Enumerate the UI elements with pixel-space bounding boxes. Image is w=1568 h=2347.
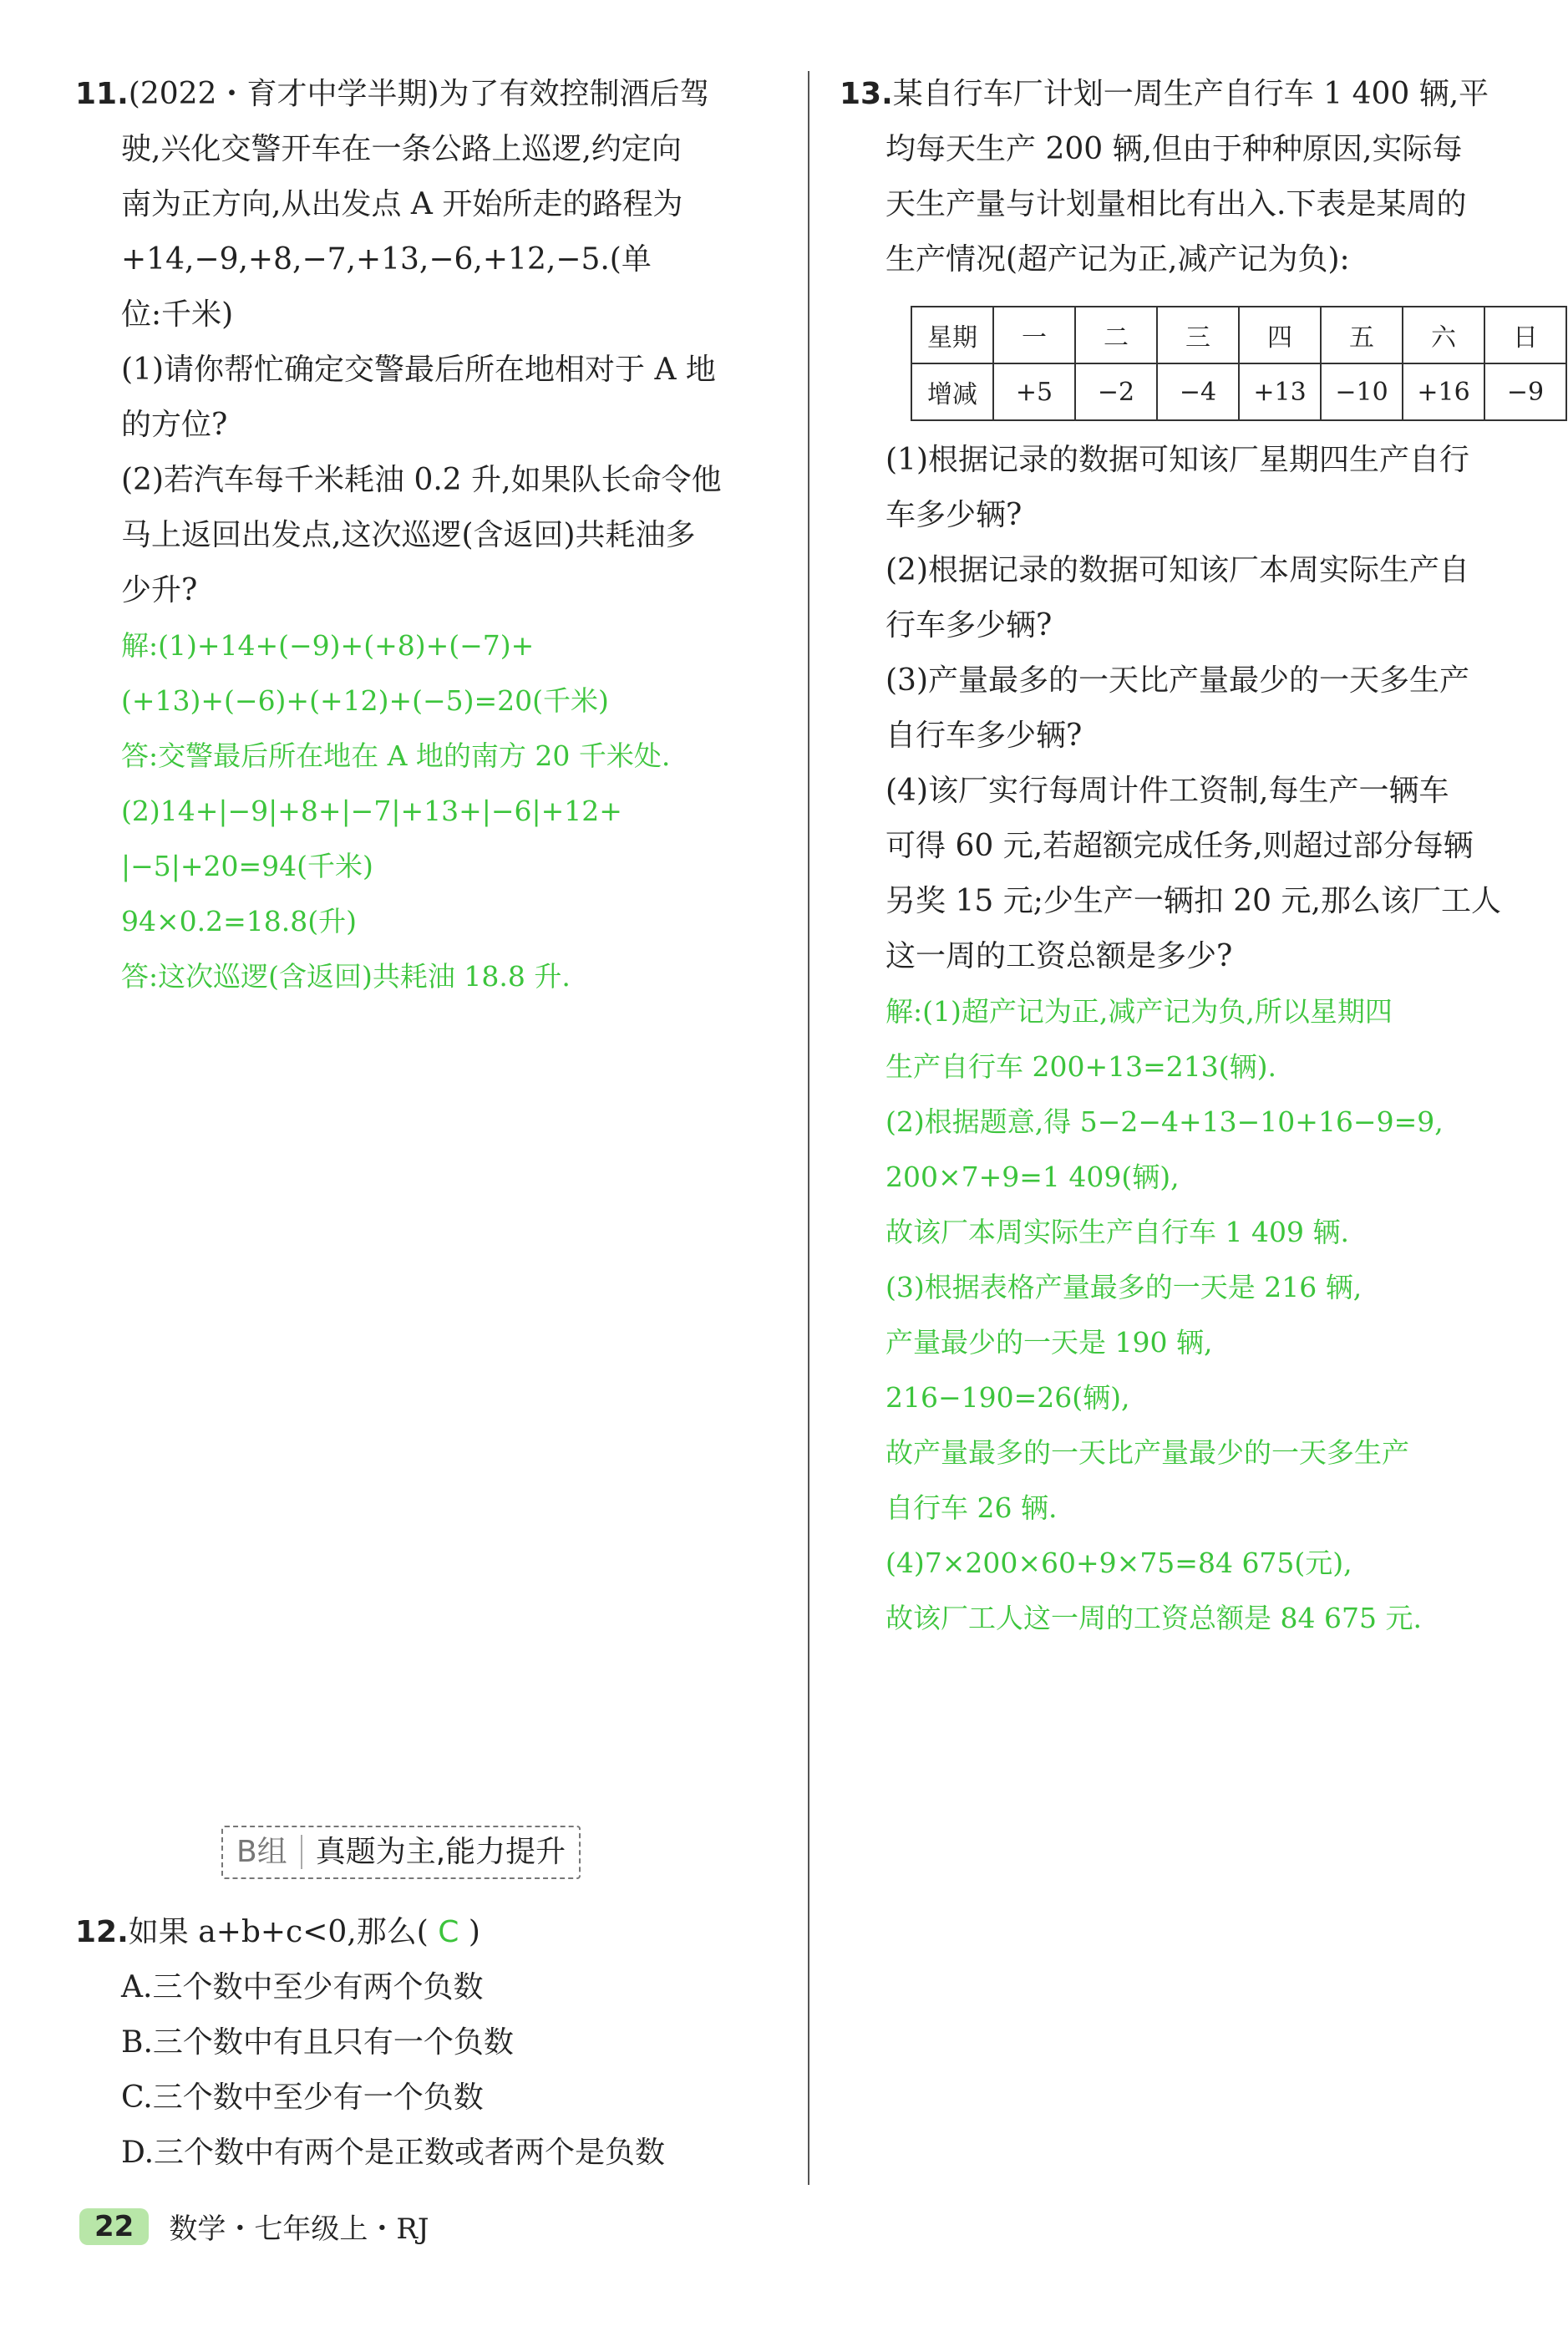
q11-line-4: 位:千米): [121, 297, 234, 332]
q11-line-2: 南为正方向,从出发点 A 开始所走的路程为: [121, 187, 683, 221]
q13-question-line: 另奖 15 元;少生产一辆扣 20 元,那么该厂工人: [885, 884, 1501, 918]
q13-question-line: 车多少辆?: [885, 498, 1022, 532]
q11-answer-line: |−5|+20=94(千米): [121, 850, 373, 882]
question-11: [75, 67, 781, 1004]
q13-question-line: 行车多少辆?: [885, 608, 1053, 643]
q13-intro-line: 均每天生产 200 辆,但由于种种原因,实际每: [885, 132, 1463, 166]
table-cell: −10: [1321, 363, 1403, 420]
q13-answer-line: 216−190=26(辆),: [885, 1381, 1130, 1414]
q12-answer: C: [438, 1915, 459, 1949]
book-info: 数学・七年级上・RJ: [169, 2212, 429, 2246]
q13-answer: [840, 984, 1533, 1646]
q11-line-5: (1)请你帮忙确定交警最后所在地相对于 A 地: [121, 353, 716, 387]
q13-question-line: 可得 60 元,若超额完成任务,则超过部分每辆: [885, 829, 1474, 863]
q13-question-line: 自行车多少辆?: [885, 719, 1083, 753]
table-cell: −4: [1157, 363, 1239, 420]
q12-option-a: A.三个数中至少有两个负数: [121, 1970, 484, 2004]
table-cell: 五: [1321, 307, 1403, 363]
q13-question-line: (1)根据记录的数据可知该厂星期四生产自行: [885, 443, 1469, 477]
table-cell: 六: [1403, 307, 1484, 363]
q13-question-line: (3)产量最多的一天比产量最少的一天多生产: [885, 663, 1469, 698]
page-number: 22: [79, 2208, 149, 2245]
table-header-row: [911, 307, 1566, 363]
q11-line-8: 马上返回出发点,这次巡逻(含返回)共耗油多: [121, 518, 696, 552]
q12-option-c: C.三个数中至少有一个负数: [121, 2080, 484, 2115]
q13-answer-line: 自行车 26 辆.: [885, 1491, 1058, 1524]
q13-answer-line: (2)根据题意,得 5−2−4+13−10+16−9=9,: [885, 1105, 1444, 1138]
q13-answer-line: 故产量最多的一天比产量最少的一天多生产: [885, 1436, 1409, 1469]
q11-answer-line: (2)14+|−9|+8+|−7|+13+|−6|+12+: [121, 795, 622, 827]
q13-question-line: 这一周的工资总额是多少?: [885, 939, 1233, 973]
table-cell: −2: [1075, 363, 1157, 420]
q13-answer-line: 故该厂工人这一周的工资总额是 84 675 元.: [885, 1602, 1422, 1634]
table-cell: +5: [993, 363, 1075, 420]
table-cell: 日: [1484, 307, 1566, 363]
q12-option-d: D.三个数中有两个是正数或者两个是负数: [121, 2136, 666, 2170]
table-cell: 三: [1157, 307, 1239, 363]
q11-answer-line: 解:(1)+14+(−9)+(+8)+(−7)+: [121, 629, 535, 662]
q11-answer-line: 94×0.2=18.8(升): [121, 905, 357, 937]
table-cell: 一: [993, 307, 1075, 363]
q13-line-0: 13.某自行车厂计划一周生产自行车 1 400 辆,平: [840, 77, 1489, 111]
q11-answer-line: (+13)+(−6)+(+12)+(−5)=20(千米): [121, 684, 609, 717]
section-group-label: B组: [236, 1835, 302, 1869]
q13-answer-line: 200×7+9=1 409(辆),: [885, 1161, 1180, 1193]
q13-answer-line: (3)根据表格产量最多的一天是 216 辆,: [885, 1271, 1362, 1303]
q13-answer-line: 解:(1)超产记为正,减产记为负,所以星期四: [885, 995, 1393, 1028]
section-b-tag: [221, 1826, 581, 1879]
q11-line-1: 驶,兴化交警开车在一条公路上巡逻,约定向: [121, 132, 682, 166]
q11-answer-line: 答:交警最后所在地在 A 地的南方 20 千米处.: [121, 739, 671, 772]
q12-option-b: B.三个数中有且只有一个负数: [121, 2025, 514, 2060]
table-cell: 增减: [911, 363, 993, 420]
q11-line-9: 少升?: [121, 573, 198, 607]
q11-answer-line: 答:这次巡逻(含返回)共耗油 18.8 升.: [121, 960, 571, 993]
q12-number: 12.: [75, 1915, 129, 1949]
q13-question-line: (2)根据记录的数据可知该厂本周实际生产自: [885, 553, 1469, 587]
q13-number: 13.: [840, 77, 893, 111]
q11-line-7: (2)若汽车每千米耗油 0.2 升,如果队长命令他: [121, 463, 722, 497]
question-13: [840, 67, 1545, 1646]
q12-stem: 12.如果 a+b+c<0,那么( C ): [75, 1915, 480, 1949]
q11-line-3: +14,−9,+8,−7,+13,−6,+12,−5.(单: [121, 242, 652, 277]
q13-intro-line: 生产情况(超产记为正,减产记为负):: [885, 242, 1350, 277]
table-cell: 星期: [911, 307, 993, 363]
q11-line-0: 11.(2022・育才中学半期)为了有效控制酒后驾: [75, 77, 710, 111]
q11-answer: [75, 618, 781, 1004]
q13-answer-line: 故该厂本周实际生产自行车 1 409 辆.: [885, 1216, 1349, 1248]
table-row: [911, 363, 1566, 420]
q13-answer-line: 生产自行车 200+13=213(辆).: [885, 1050, 1276, 1083]
q13-answer-line: (4)7×200×60+9×75=84 675(元),: [885, 1547, 1352, 1579]
table-cell: +16: [1403, 363, 1484, 420]
page-footer: [79, 2206, 429, 2247]
table-cell: −9: [1484, 363, 1566, 420]
q11-number: 11.: [75, 77, 129, 111]
table-cell: 四: [1239, 307, 1321, 363]
q11-line-6: 的方位?: [121, 408, 228, 442]
production-table: [911, 306, 1567, 421]
column-divider: [808, 71, 809, 2185]
q13-question-line: (4)该厂实行每周计件工资制,每生产一辆车: [885, 774, 1449, 808]
table-cell: 二: [1075, 307, 1157, 363]
q13-answer-line: 产量最少的一天是 190 辆,: [885, 1326, 1213, 1359]
table-cell: +13: [1239, 363, 1321, 420]
section-title: 真题为主,能力提升: [315, 1835, 566, 1869]
question-12: [75, 1905, 781, 2181]
q13-intro-line: 天生产量与计划量相比有出入.下表是某周的: [885, 187, 1467, 221]
